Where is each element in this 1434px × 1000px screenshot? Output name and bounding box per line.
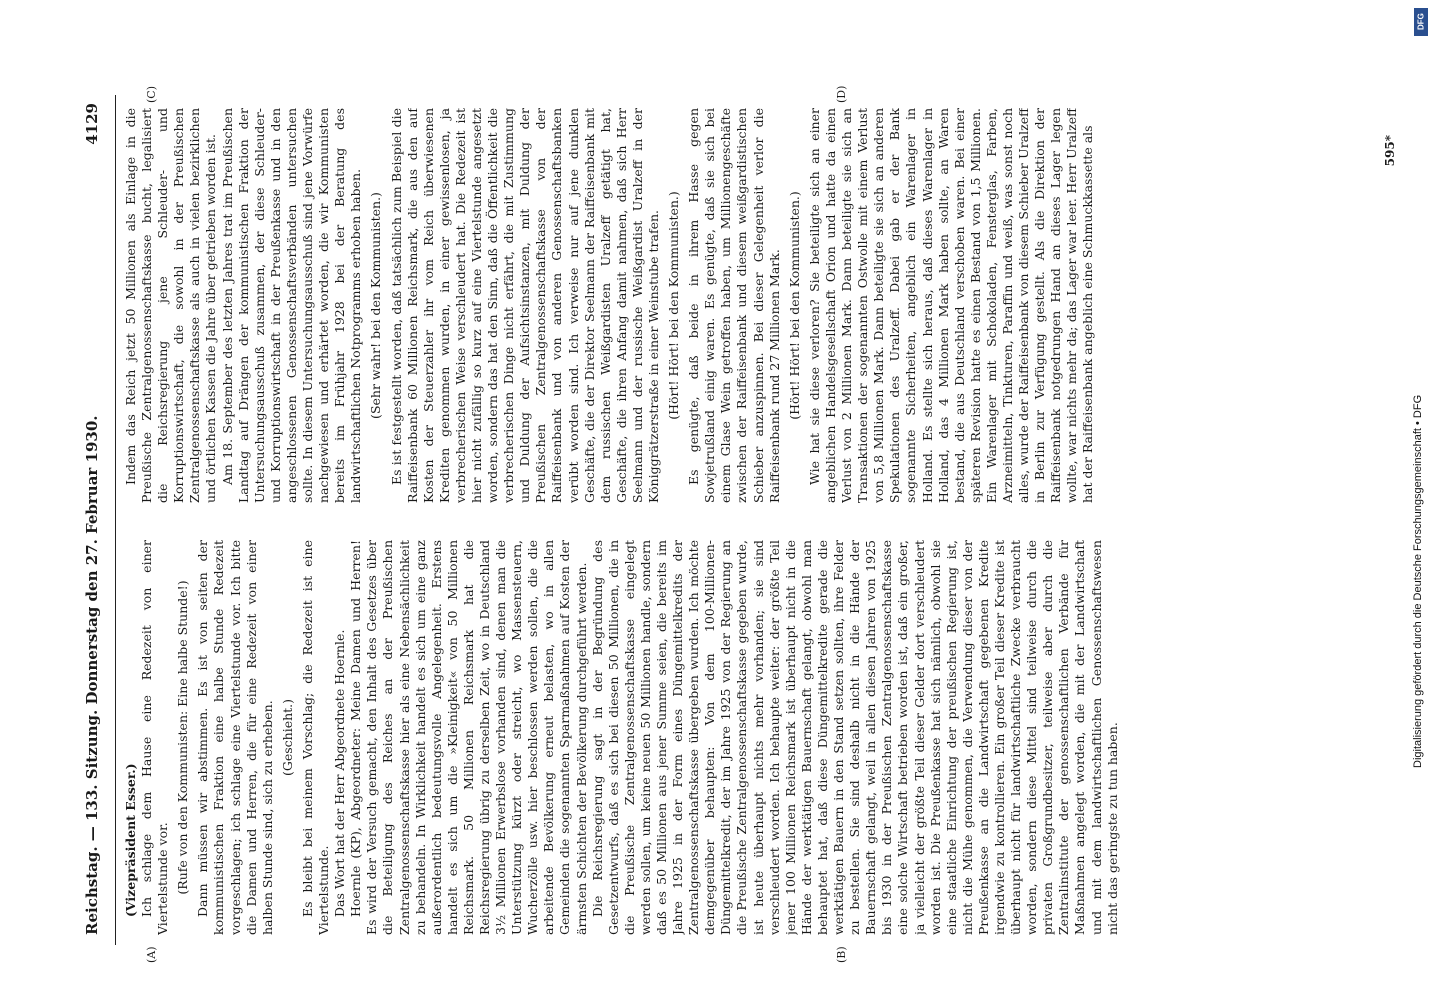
margin-marker-b: (B) <box>835 946 848 963</box>
interjection: (Hört! Hört! bei den Kommunisten.) <box>666 191 682 420</box>
paragraph: Wie hat sie diese verloren? Sie beteiligte sich an einer angeblichen Handelsgesellschaft Orion und hatte da einen Verlust von 2 Millionen Mark. Dann beteiligte sie sich an Transaktionen der sogenannten Ostwolle mit einem Verlust von 5,8 Millionen Mark. Dann beteiligte sie sich an anderen Spekulationen des Uralzeff. Dabei gab er der Bank sogenannte Sicherheiten, angeblich ein Warenlager in Holland. Es stellte sich heraus, daß dieses Warenlager in Holland, das 4 Millionen Mark haben sollte, an Waren bestand, die aus Deutschland verschoben waren. Bei einer späteren Revision hatte es einen Bestand von 1,5 Millionen. Ein Warenlager mit Schokoladen, Fensterglas, Farben, Arzneimitteln, Tinkturen, Paraffin und weiß, was sonst noch alles, wurde der Raiffeisenbank von diesem Schieber Uralzeff in Berlin zur Verfügung gestellt. Als die Direktion der Raiffeisenbank notgedrungen Hand an dieses Lager legen wollte, war nichts mehr da; das Lager war leer. Herr Uralzeff hat der Raiffeisenbank angeblich eine Schmuckkassette als <box>806 108 1096 503</box>
paragraph: Indem das Reich jetzt 50 Millionen als Einlage in die Preußische Zentralgenossenschaftskasse bucht, legalisiert die Reichsregierung jene Schleuder- und Korruptionswirtschaft, die sowohl in der Preußischen Zentralgenossenschaftskasse als auch in vielen bezirklichen und örtlichen Kassen die Jahre über getrieben worden ist. <box>123 108 219 503</box>
paragraph: Die Reichsregierung sagt in der Begründung des Gesetzentwurfs, daß es sich bei diesen 50 Millionen, die in die Preußische Zentralgenossenschaftskasse eingelegt werden sollen, um keine neuen 50 Millionen handle, sondern daß es 50 Millionen aus jener Summe seien, die bereits im Jahre 1925 in der Form eines Düngemittelkredits der Zentralgenossenschaftskasse übergeben wurden. Ich möchte demgegenüber behaupten: Von dem 100-Millionen-Düngemittelkredit, der im Jahre 1925 von der Regierung an die Preußische Zentralgenossenschaftskasse gegeben wurde, ist heute überhaupt nichts mehr vorhanden; sie sind verschleudert worden. Ich behaupte weiter: der größte Teil jener 100 Millionen Reichsmark ist überhaupt nicht in die Hände der werktätigen Bauernschaft gelangt, obwohl man behauptet hat, daß diese Düngemittelkredite gerade die werktätigen Bauern in den Stand setzen sollten, ihre Felder zu bestellen. Sie sind deshalb nicht in die Hände der Bauernschaft gelangt, weil in allen diesen Jahren von 1925 bis 1930 in der Preußischen Zentralgenossenschaftskasse eine solche Wirtschaft betrieben worden ist, daß ein großer, ja vielleicht der größte Teil dieser Gelder dort verschleudert worden ist. Die Preußenkasse hat sich nämlich, obwohl sie eine staatliche Einrichtung der preußischen Regierung ist, nicht die Mühe genommen, die Verwendung dieser von der Preußenkasse an die Landwirtschaft gegebenen Kredite irgendwie zu kontrollieren. Ein großer Teil dieser Kredite ist überhaupt nicht für landwirtschaftliche Zwecke verbraucht worden, sondern diese Mittel sind teilweise durch die privaten Großgrundbesitzer, teilweise aber durch die Zentralinstitute der genossenschaftlichen Verbände für Maßnahmen angelegt worden, die mit der Landwirtschaft und mit dem landwirtschaftlichen Genossenschaftswesen nicht das geringste zu tun haben. <box>589 540 1120 935</box>
page-header <box>75 95 115 965</box>
interjection: (Hört! Hört! bei den Kommunisten.) <box>786 191 802 420</box>
paragraph: Es ist festgestellt worden, daß tatsächlich zum Beispiel die Raiffeisenbank 60 Millionen Reichsmark, die aus den auf Kosten der Steuerzahler ihr vom Reich überwiesenen Krediten genommen wurden, in einer gewissenlosen, ja verbrecherischen Weise verschleudert hat. Die Redezeit ist hier nicht zufällig so kurz auf eine Viertelstunde angesetzt worden, sondern das hat den Sinn, daß die Öffentlichkeit die verbrecherischen Dinge nicht erfährt, die mit Zustimmung und Duldung der Aufsichtsinstanzen, mit Duldung der Preußischen Zentralgenossenschaftskasse von der Raiffeisenbank und von anderen Genossenschaftsbanken verübt worden sind. Ich verweise nur auf jene dunklen Geschäfte, die der Direktor Seelmann der Raiffeisenbank mit dem russischen Weißgardisten Uralzeff getätigt hat, Geschäfte, die ihren Anfang damit nahmen, daß sich Herr Seelmann und der russische Weißgardist Uralzeff in der Königgrätzerstraße in einer Weinstube trafen. <box>388 108 661 503</box>
paragraph: Am 18. September des letzten Jahres trat im Preußischen Landtag auf Drängen der kommunistischen Fraktion der Untersuchungsausschuß zusammen, der diese Schleuder- und Korruptionswirtschaft in der Preußenkasse und in den angeschlossenen Genossenschaftsverbänden untersuchen sollte. In diesem Untersuchungsausschuß sind jene Vorwürfe nachgewiesen und erhärtet worden, die wir Kommunisten bereits im Frühjahr 1928 bei der Beratung des landwirtschaftlichen Notprogramms erhoben haben. <box>219 108 364 503</box>
credit-text: Digitalisierung gefördert durch die Deutsche Forschungsgemeinschaft • DFG <box>1412 394 1424 768</box>
paragraph: Das Wort hat der Herr Abgeordnete Hoernle. <box>332 629 348 917</box>
paragraph: Hoernle (KP), Abgeordneter: Meine Damen und Herren! Es wird der Versuch gemacht, den Inhalt des Gesetzes über die Beteiligung des Reiches an der Preußischen Zentralgenossenschaftskasse hier als eine Nebensächlichkeit zu behandeln. In Wirklichkeit handelt es sich um eine ganz außerordentlich bedeutungsvolle Angelegenheit. Erstens handelt es sich um die »Kleinigkeit« von 50 Millionen Reichsmark. 50 Millionen Reichsmark hat die Reichsregierung übrig zu derselben Zeit, wo in Deutschland 3½ Millionen Erwerbslose vorhanden sind, denen man die Unterstützung kürzt oder streicht, wo Massensteuern, Wucherzölle usw. hier beschlossen werden sollen, die die arbeitende Bevölkerung erneut belasten, wo in allen Gemeinden die sogenannten Sparmaßnahmen auf Kosten der ärmsten Schichten der Bevölkerung durchgeführt werden. <box>348 540 589 935</box>
right-column <box>123 108 1365 503</box>
paragraph: Ich schlage dem Hause eine Redezeit von einer Viertelstunde vor. <box>139 540 171 935</box>
paragraph: Es genügte, daß beide in ihrem Hasse gegen Sowjetrußland einig waren. Es genügte, daß sie sich bei einem Glase Wein getroffen haben, um Millionengeschäfte zwischen der Raiffeisenbank und diesem weißgardistischen Schieber anzuspinnen. Bei dieser Gelegenheit verlor die Raiffeisenbank rund 27 Millionen Mark. <box>686 108 782 503</box>
margin-marker-c: (C) <box>145 86 158 103</box>
speaker-note: (Vizepräsident Esser.) <box>123 763 138 917</box>
margin-marker-d: (D) <box>835 85 848 103</box>
page-number: 4129 <box>83 103 101 145</box>
sheet-signature: 595* <box>1383 135 1397 167</box>
interjection: (Geschieht.) <box>279 698 295 777</box>
header-rule <box>115 95 116 945</box>
paragraph: Es bleibt bei meinem Vorschlag; die Redezeit ist eine Viertelstunde. <box>299 540 332 935</box>
paragraph: Dann müssen wir abstimmen. Es ist von seiten der kommunistischen Fraktion eine halbe Stunde Redezeit vorgeschlagen; ich schlage eine Viertelstunde vor. Ich bitte die Damen und Herren, die für eine Redezeit von einer halben Stunde sind, sich zu erheben. <box>195 540 275 935</box>
document-page <box>75 85 1405 965</box>
left-column <box>123 540 1365 935</box>
header-title: Reichstag. — 133. Sitzung. Donnerstag den 27. Februar 1930. <box>83 415 101 935</box>
digitization-credit <box>1406 8 1428 998</box>
dfg-logo-icon: DFG <box>1414 8 1428 36</box>
interjection: (Sehr wahr! bei den Kommunisten.) <box>368 192 384 419</box>
margin-marker-a: (A) <box>145 946 158 963</box>
interjection: (Rufe von den Kommunisten: Eine halbe Stunde!) <box>175 580 191 895</box>
